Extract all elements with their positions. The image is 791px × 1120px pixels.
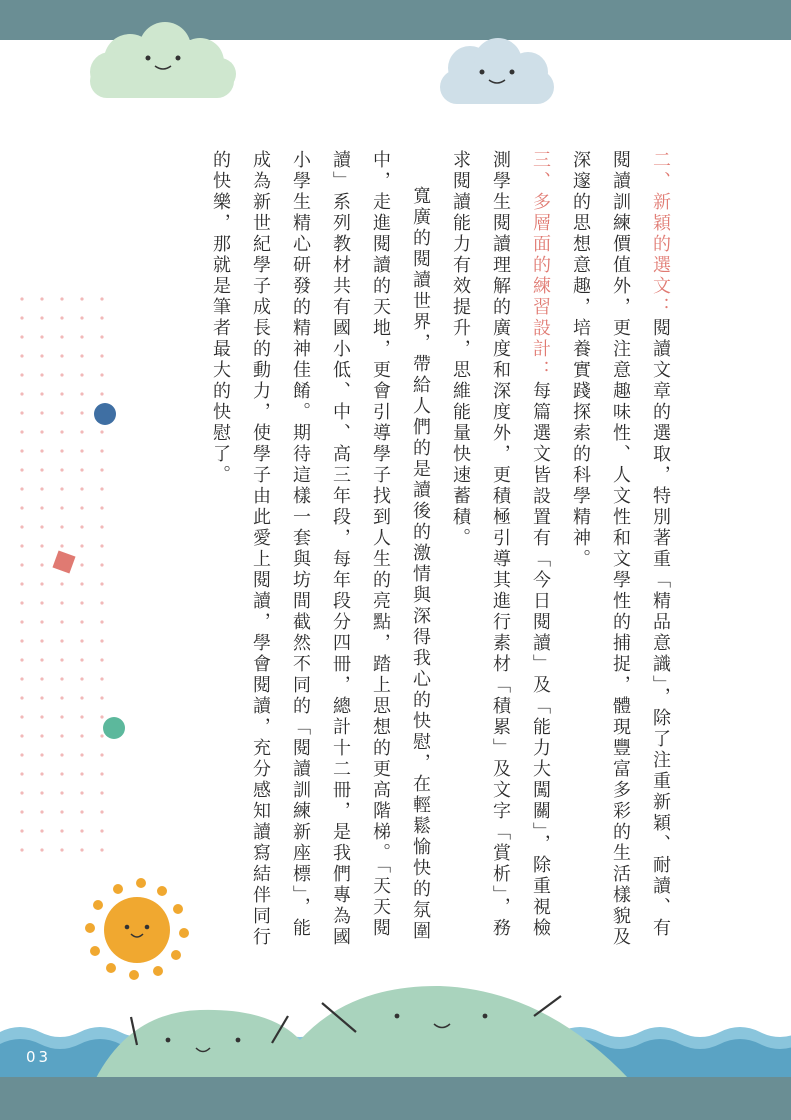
sun-icon (85, 878, 189, 980)
section-heading: 三、多層面的練習設計： (530, 150, 551, 381)
main-text (180, 150, 680, 950)
section-heading: 二、新穎的選文： (650, 150, 671, 318)
hills-icon (95, 986, 630, 1080)
section-body: 閱讀文章的選取，特別著重「精品意識」，除了注重新穎、耐讀、有閱讀訓練價值外，更注意趣味性、人文性和文學性的捕捉，體現豐富多彩的生活樣貌及深邃的思想意趣，培養實踐探索的科學精神。 (570, 150, 671, 948)
section-item (560, 150, 680, 950)
blue-dot-icon (94, 403, 116, 425)
bottom-bar (0, 1077, 791, 1120)
cloud-left-icon (90, 22, 236, 98)
body-paragraph: 寬廣的閱讀世界，帶給人們的是讀後的激情與深得我心的快慰，在輕鬆愉快的氛圍中，走進閱讀的天地，更會引導學子找到人生的亮點，踏上思想的更高階梯。「天天閱讀」系列教材共有國小低、中、高三年段，每年段分四冊，總計十二冊，是我們專為國小學生精心研發的精神佳餚。期待這樣一套與坊間截然不同的「閱讀訓練新座標」，能成為新世紀學子成長的動力，使學子由此愛上閱讀，學會閱讀，充分感知讀寫結伴同行的快樂，那就是筆者最大的快慰了。 (210, 150, 431, 948)
green-dot-icon (103, 717, 125, 739)
cloud-right-icon (440, 38, 554, 104)
red-square-icon (52, 550, 75, 573)
dot-grid-icon (20, 297, 103, 851)
section-body: 每篇選文皆設置有「今日閱讀」及「能力大闖關」，除重視檢測學生閱讀理解的廣度和深度外，更積極引導其進行素材「積累」及文字「賞析」，務求閱讀能力有效提升，思維能量快速蓄積。 (450, 150, 551, 939)
page-number: 03 (26, 1048, 52, 1066)
section-item (440, 150, 560, 950)
